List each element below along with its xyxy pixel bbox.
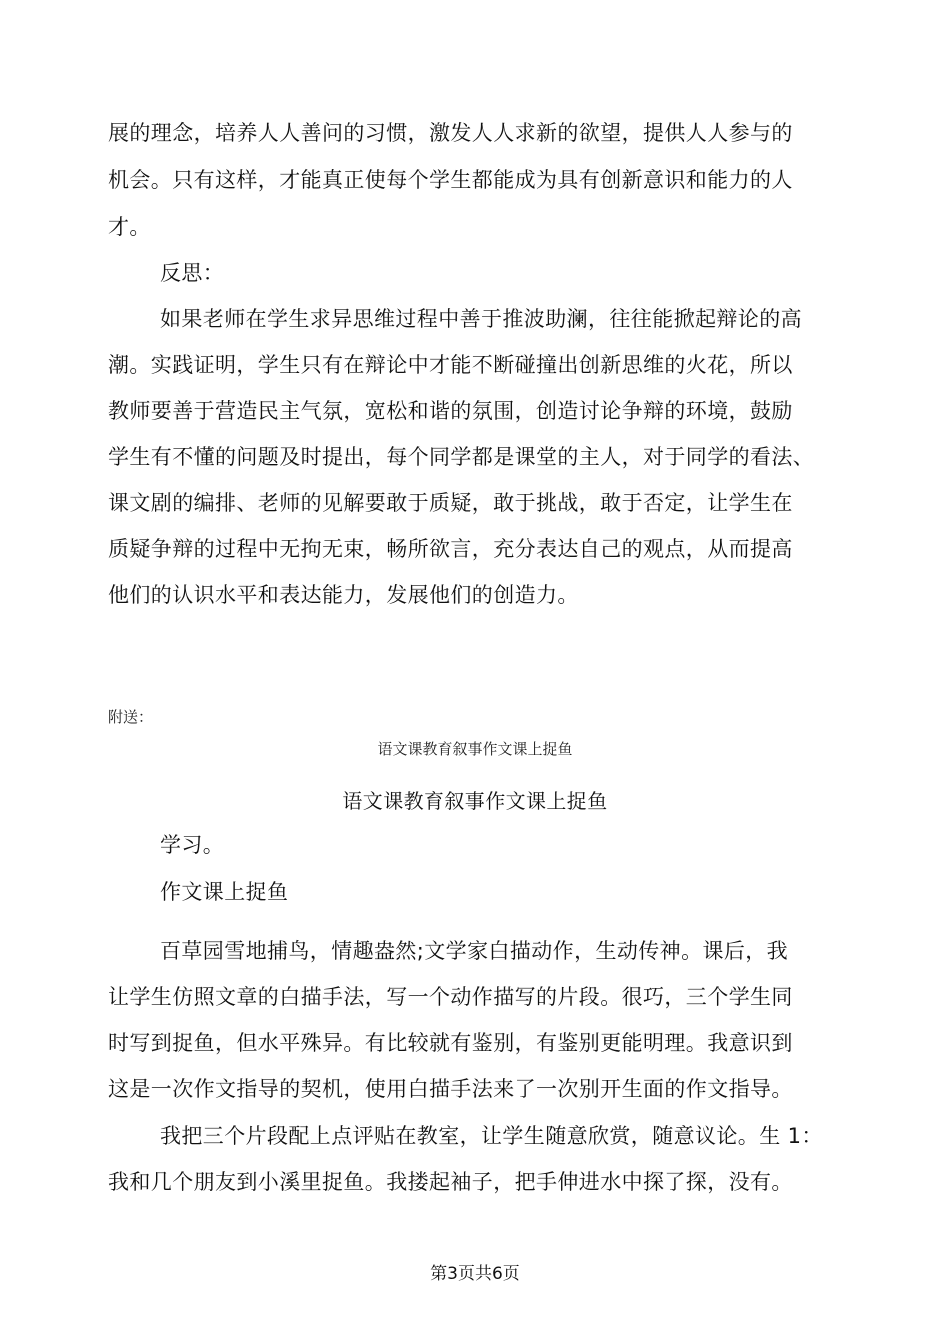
paragraph-line: 如果老师在学生求异思维过程中善于推波助澜，往往能掀起辩论的高 [160,307,802,331]
paragraph-line: 这是一次作文指导的契机，使用白描手法来了一次别开生面的作文指导。 [108,1077,793,1101]
paragraph-line: 百草园雪地捕鸟，情趣盎然;文学家白描动作，生动传神。课后，我 [160,939,789,963]
paragraph-line: 课文剧的编排、老师的见解要敢于质疑，敢于挑战，敢于否定，让学生在 [108,491,793,515]
paragraph-line: 质疑争辩的过程中无拘无束，畅所欲言，充分表达自己的观点，从而提高 [108,537,793,561]
paragraph-line: 学习。 [160,833,225,857]
paragraph-line: 我和几个朋友到小溪里捉鱼。我搂起袖子，把手伸进水中探了探，没有。 [108,1170,793,1194]
appendix-label: 附送： [108,708,154,726]
paragraph-line: 让学生仿照文章的白描手法，写一个动作描写的片段。很巧，三个学生同 [108,985,793,1009]
paragraph-line: 教师要善于营造民主气氛，宽松和谐的氛围，创造讨论争辩的环境，鼓励 [108,399,793,423]
page-number: 第3页共6页 [430,1264,520,1284]
paragraph-line: 机会。只有这样，才能真正使每个学生都能成为具有创新意识和能力的人 [108,168,793,192]
paragraph-line: 展的理念，培养人人善问的习惯，激发人人求新的欲望，提供人人参与的 [108,121,793,145]
paragraph-line: 我把三个片段配上点评贴在教室，让学生随意欣赏，随意议论。生 1： [160,1124,823,1148]
paragraph-line: 时写到捉鱼，但水平殊异。有比较就有鉴别，有鉴别更能明理。我意识到 [108,1031,793,1055]
appendix-title: 语文课教育叙事作文课上捉鱼 [342,789,608,813]
paragraph-line: 学生有不懂的问题及时提出，每个同学都是课堂的主人，对于同学的看法、 [108,445,815,469]
paragraph-line: 潮。实践证明，学生只有在辩论中才能不断碰撞出创新思维的火花，所以 [108,353,793,377]
appendix-subtitle: 语文课教育叙事作文课上捉鱼 [377,740,573,758]
paragraph-line: 他们的认识水平和表达能力，发展他们的创造力。 [108,583,579,607]
reflection-heading: 反思： [160,261,225,285]
section-heading: 作文课上捉鱼 [160,880,289,904]
paragraph-line: 才。 [108,215,151,239]
